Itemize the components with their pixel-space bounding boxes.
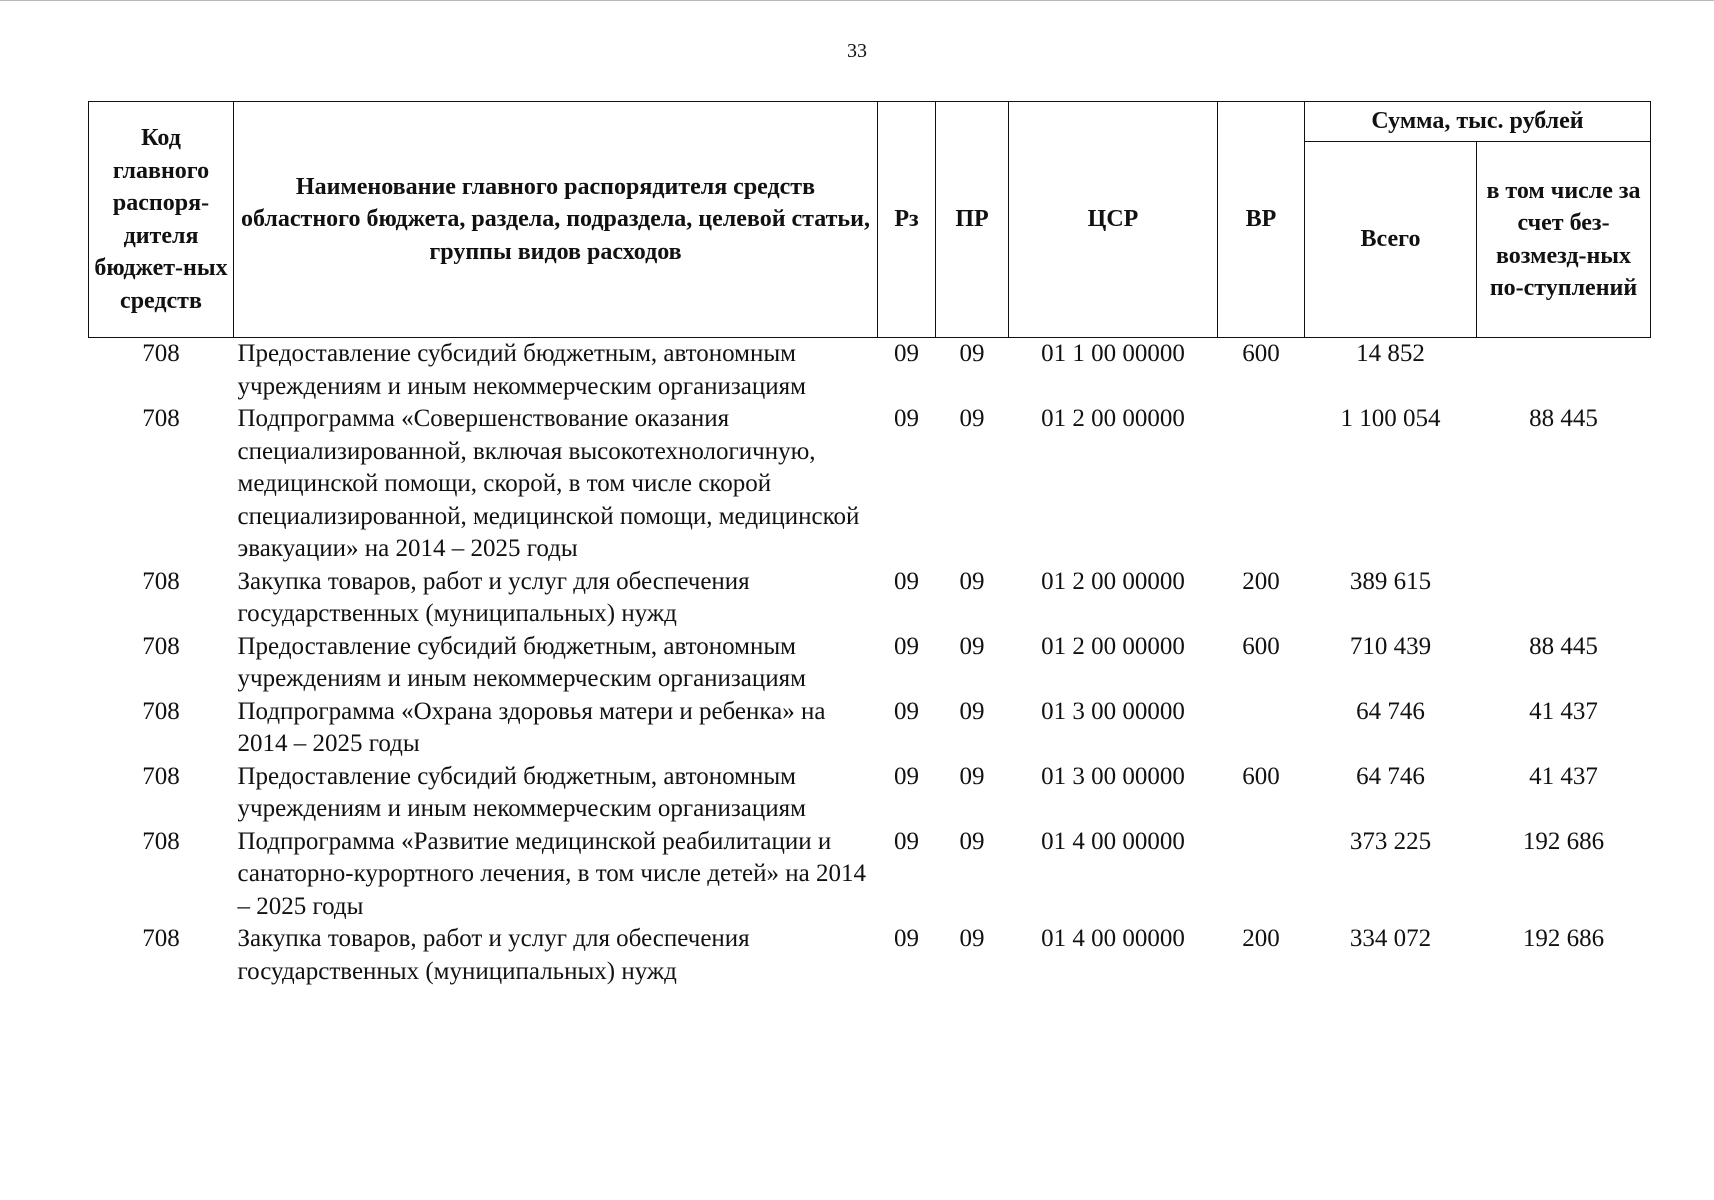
- row-rz: 09: [894, 567, 919, 595]
- row-total: 64 746: [1356, 762, 1425, 790]
- header-csr: ЦСР: [1009, 102, 1218, 338]
- row-pr: 09: [959, 405, 985, 432]
- row-vr: [1218, 696, 1305, 761]
- table-row: [89, 923, 1651, 988]
- table-body: [89, 338, 1651, 989]
- row-rz: 09: [894, 632, 919, 660]
- row-grant: 88 445: [1529, 405, 1598, 432]
- row-total: 334 072: [1349, 925, 1432, 952]
- header-name: Наименование главного распорядителя средств областного бюджета, раздела, подраздела, целевой статьи, группы видов расходов: [234, 102, 878, 338]
- row-csr: 01 3 00 00000: [1041, 697, 1185, 725]
- row-pr: 09: [959, 632, 985, 660]
- scan-top-edge: [0, 0, 1714, 1]
- row-name: Закупка товаров, работ и услуг для обеспечения государственных (муниципальных) нужд: [237, 925, 750, 985]
- row-total: 710 439: [1349, 632, 1432, 660]
- row-name: Закупка товаров, работ и услуг для обеспечения государственных (муниципальных) нужд: [237, 567, 750, 627]
- row-name: Подпрограмма «Развитие медицинской реабилитации и санаторно-курортного лечения, в том числе детей» на 2014 – 2025 годы: [237, 827, 866, 920]
- header-pr: ПР: [936, 102, 1009, 338]
- row-csr: 01 3 00 00000: [1041, 762, 1185, 790]
- row-vr: 600: [1242, 632, 1280, 660]
- table-row: [89, 761, 1651, 826]
- budget-table: [88, 101, 1651, 988]
- row-grant: 41 437: [1529, 762, 1598, 790]
- row-name: Подпрограмма «Совершенствование оказания специализированной, включая высокотехнологичную, медицинской помощи, скорой, в том числе скорой специализированной, медицинской помощи, медицинской эвакуации» на 2014 – 2025 годы: [237, 405, 860, 562]
- row-grant: [1477, 338, 1651, 404]
- row-vr: 200: [1242, 925, 1280, 952]
- row-vr: [1218, 403, 1305, 566]
- row-code: 708: [142, 697, 180, 725]
- row-grant: 41 437: [1529, 697, 1598, 725]
- header-sum: Сумма, тыс. рублей: [1305, 102, 1651, 142]
- row-rz: 09: [894, 925, 919, 952]
- row-code: 708: [142, 827, 180, 855]
- row-name: Предоставление субсидий бюджетным, автономным учреждениям и иным некоммерческим организациям: [237, 340, 806, 400]
- row-csr: 01 2 00 00000: [1041, 632, 1185, 660]
- row-pr: 09: [959, 697, 985, 725]
- row-csr: 01 1 00 00000: [1041, 340, 1185, 367]
- page-number: 33: [847, 40, 867, 62]
- row-grant: [1477, 566, 1651, 631]
- table-row: [89, 631, 1651, 696]
- row-rz: 09: [894, 697, 919, 725]
- row-grant: 88 445: [1529, 632, 1598, 660]
- row-pr: 09: [959, 340, 985, 367]
- row-rz: 09: [894, 340, 919, 367]
- row-grant: 192 686: [1522, 925, 1605, 952]
- row-name: Предоставление субсидий бюджетным, автономным учреждениям и иным некоммерческим организациям: [237, 762, 806, 822]
- row-csr: 01 2 00 00000: [1041, 567, 1185, 595]
- header-grant: в том числе за счет без-возмезд-ных по-ступлений: [1477, 142, 1651, 338]
- row-total: 1 100 054: [1340, 405, 1441, 432]
- row-rz: 09: [894, 827, 919, 855]
- row-pr: 09: [959, 762, 985, 790]
- row-code: 708: [142, 925, 180, 952]
- row-vr: [1218, 826, 1305, 924]
- row-pr: 09: [959, 567, 985, 595]
- table-row: [89, 826, 1651, 924]
- table-row: [89, 338, 1651, 404]
- row-total: 389 615: [1349, 567, 1432, 595]
- row-pr: 09: [959, 925, 985, 952]
- row-name: Предоставление субсидий бюджетным, автономным учреждениям и иным некоммерческим организациям: [237, 632, 806, 692]
- table-row: [89, 696, 1651, 761]
- table-row: [89, 403, 1651, 566]
- row-code: 708: [142, 762, 180, 790]
- row-pr: 09: [959, 827, 985, 855]
- row-vr: 600: [1242, 340, 1280, 367]
- row-code: 708: [142, 632, 180, 660]
- row-vr: 600: [1242, 762, 1280, 790]
- table-header: [89, 102, 1651, 338]
- header-rz: Рз: [878, 102, 936, 338]
- row-name: Подпрограмма «Охрана здоровья матери и ребенка» на 2014 – 2025 годы: [237, 697, 826, 757]
- row-csr: 01 2 00 00000: [1041, 405, 1185, 432]
- row-grant: 192 686: [1522, 827, 1605, 855]
- row-code: 708: [142, 567, 180, 595]
- row-code: 708: [142, 340, 180, 367]
- header-code: Код главного распоря-дителя бюджет-ных средств: [89, 102, 234, 338]
- row-csr: 01 4 00 00000: [1041, 925, 1185, 952]
- row-vr: 200: [1242, 567, 1280, 595]
- header-total: Всего: [1305, 142, 1477, 338]
- row-total: 14 852: [1356, 340, 1425, 367]
- row-total: 64 746: [1356, 697, 1425, 725]
- row-code: 708: [142, 405, 180, 432]
- row-rz: 09: [894, 762, 919, 790]
- row-total: 373 225: [1349, 827, 1432, 855]
- table-row: [89, 566, 1651, 631]
- row-csr: 01 4 00 00000: [1041, 827, 1185, 855]
- row-rz: 09: [894, 405, 919, 432]
- header-vr: ВР: [1218, 102, 1305, 338]
